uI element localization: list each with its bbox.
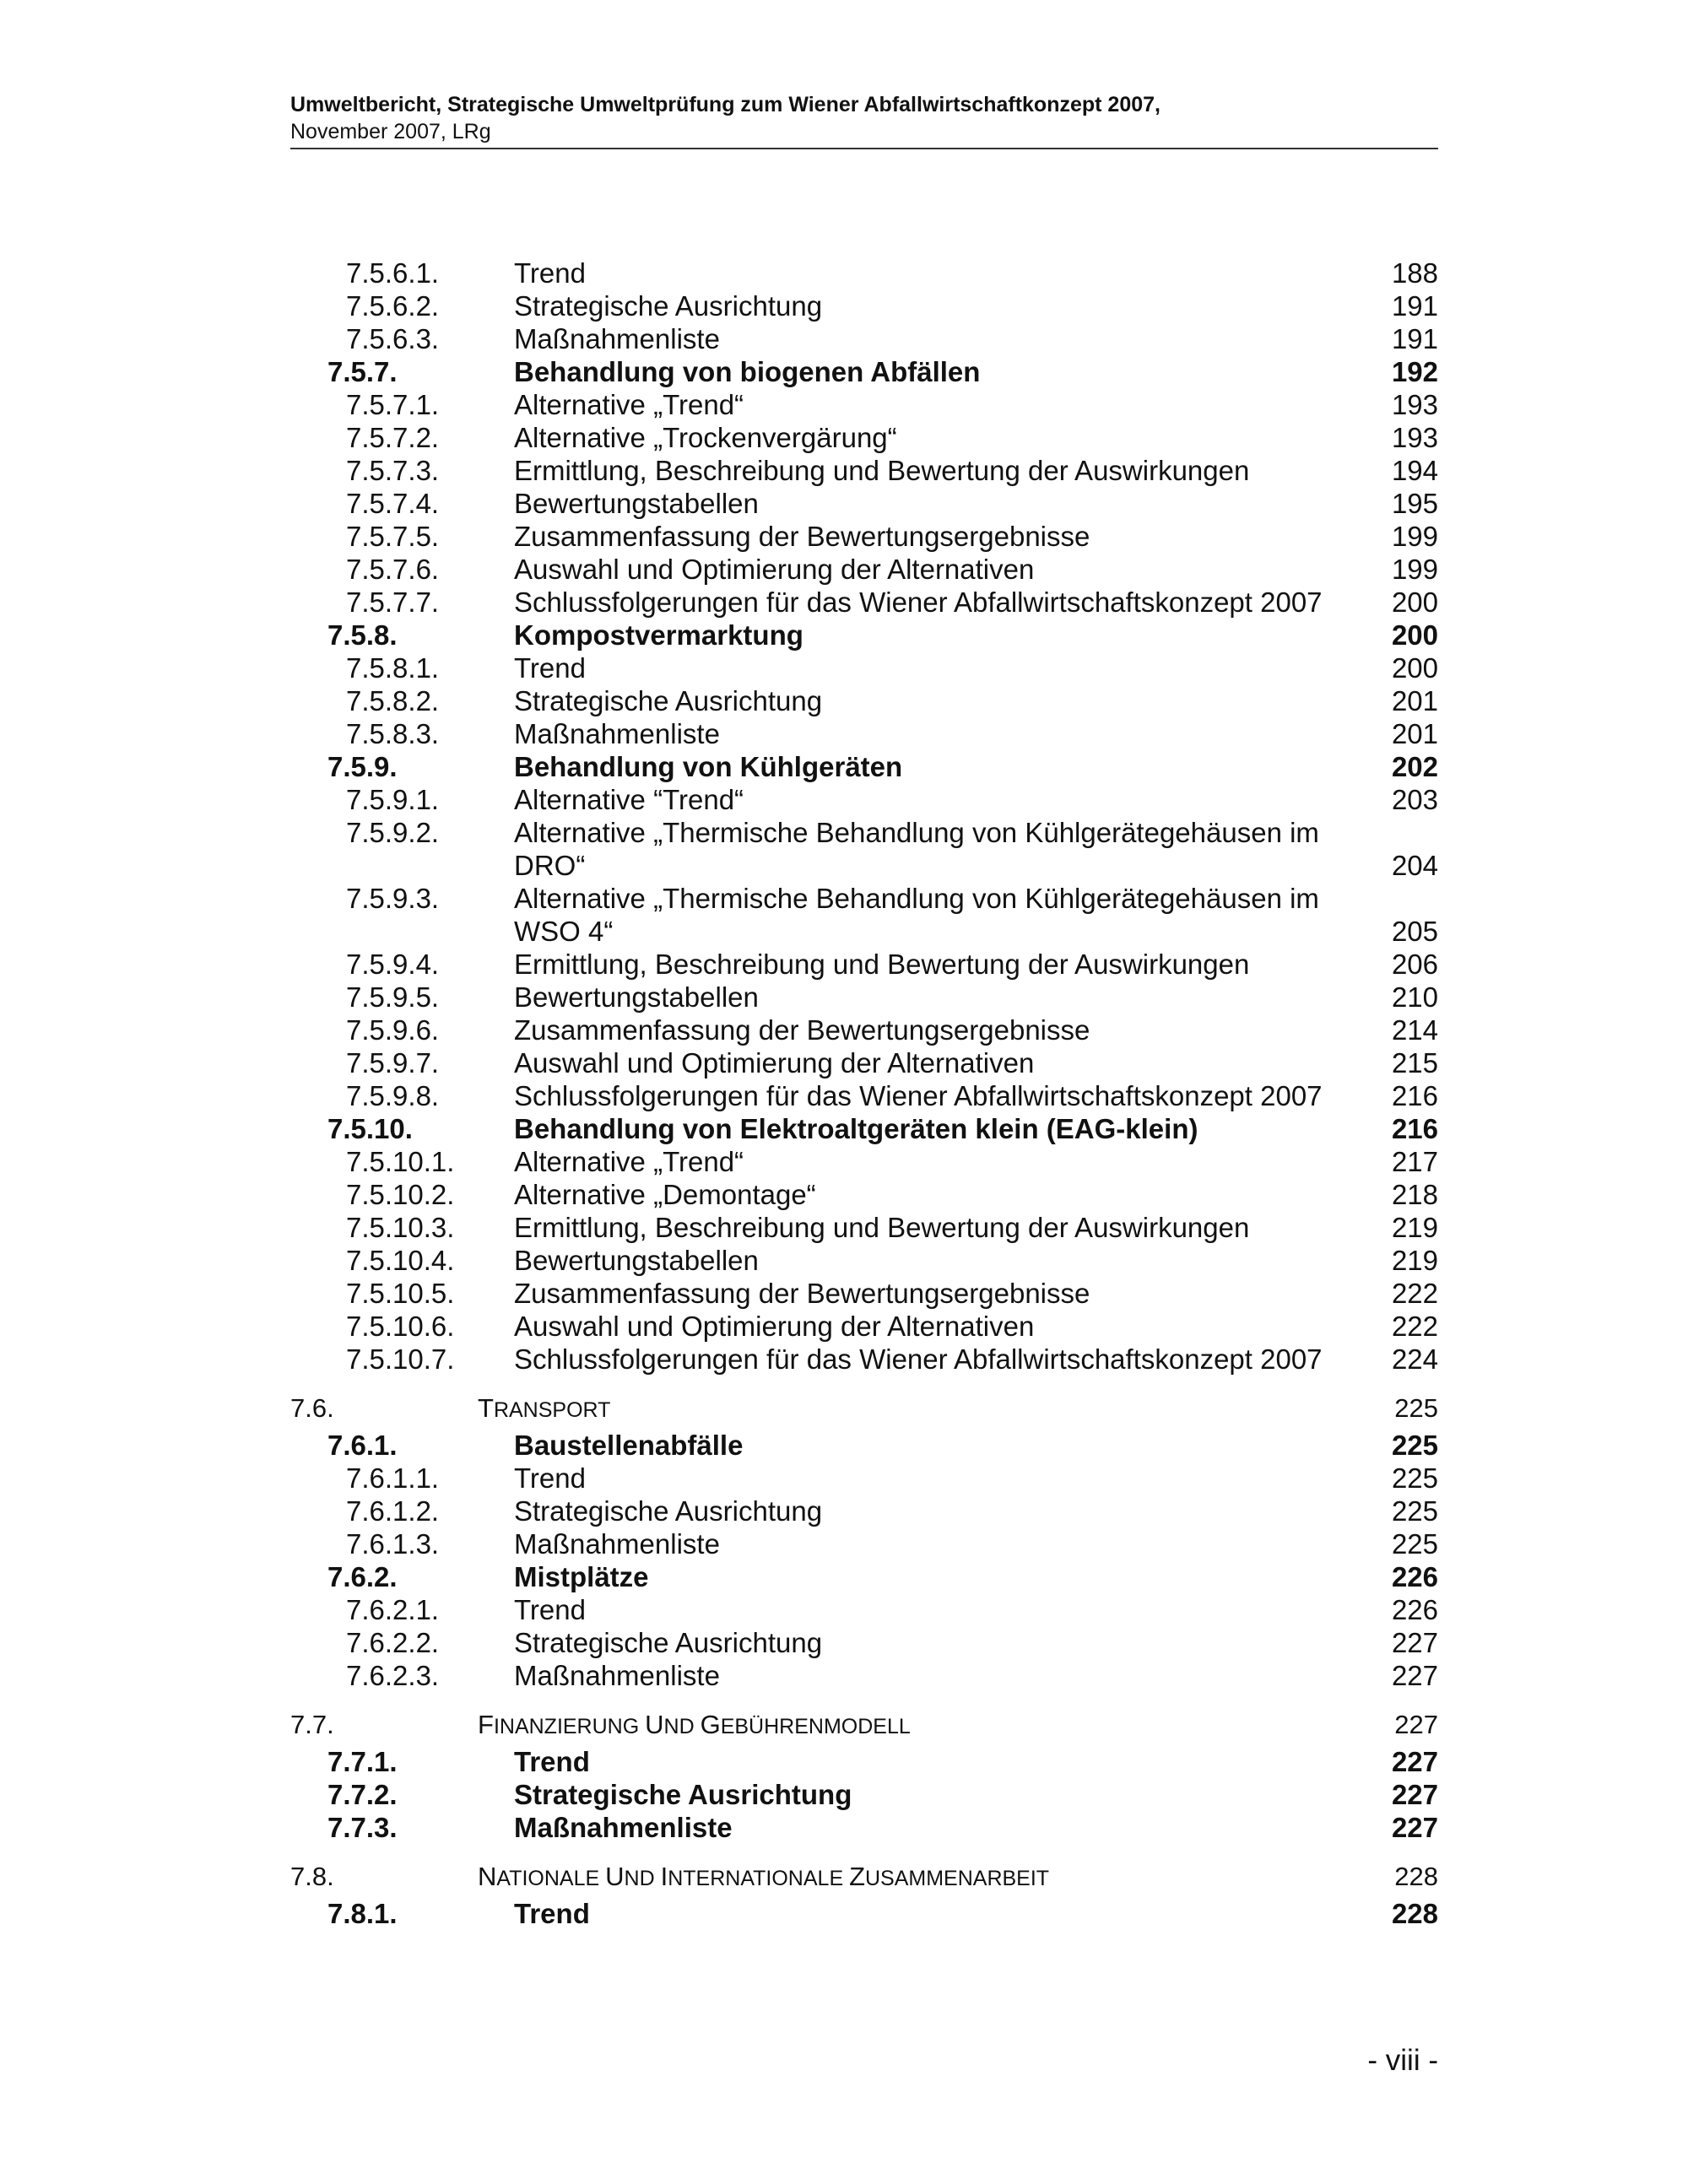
toc-subsection-entry[interactable] bbox=[290, 948, 1438, 981]
toc-subsection-entry[interactable] bbox=[290, 1659, 1438, 1692]
toc-subsection-entry[interactable] bbox=[290, 783, 1438, 816]
toc-subsection-entry[interactable] bbox=[290, 1145, 1438, 1178]
toc-entry-number: 7.7.2. bbox=[327, 1779, 398, 1810]
toc-entry-number: 7.6.1.3. bbox=[346, 1528, 440, 1560]
toc-entry-title: Kompostvermarktung bbox=[514, 619, 803, 651]
toc-entry-title: Trend bbox=[514, 1594, 586, 1625]
toc-entry-title: Behandlung von Elektroaltgeräten klein (EAG-klein) bbox=[514, 1113, 1198, 1144]
toc-entry-page: 201 bbox=[1391, 685, 1438, 716]
toc-entry-page: 200 bbox=[1391, 587, 1438, 618]
toc-entry-page: 194 bbox=[1391, 455, 1438, 486]
toc-entry-title: Auswahl und Optimierung der Alternativen bbox=[514, 1047, 1035, 1078]
toc-entry-number: 7.7. bbox=[290, 1710, 334, 1739]
toc-entry-title: Bewertungstabellen bbox=[514, 1245, 759, 1276]
toc-entry-page: 219 bbox=[1391, 1245, 1438, 1276]
toc-entry-title: Alternative „Thermische Behandlung von Kühlgerätegehäusen im WSO 4“ bbox=[514, 883, 1319, 947]
toc-entry-page: 193 bbox=[1391, 389, 1438, 420]
toc-entry-page: 188 bbox=[1391, 257, 1438, 289]
toc-entry-page: 227 bbox=[1391, 1660, 1438, 1691]
toc-entry-title: Ermittlung, Beschreibung und Bewertung der Auswirkungen bbox=[514, 949, 1250, 980]
toc-chapter-entry[interactable] bbox=[290, 1860, 1438, 1893]
toc-entry-title: Schlussfolgerungen für das Wiener Abfallwirtschaftskonzept 2007 bbox=[514, 1343, 1323, 1375]
toc-entry-title: Strategische Ausrichtung bbox=[514, 685, 823, 716]
toc-entry-title: Strategische Ausrichtung bbox=[514, 1779, 852, 1810]
toc-entry-title: Alternative „Trend“ bbox=[514, 1146, 744, 1177]
toc-section-entry[interactable] bbox=[290, 1429, 1438, 1462]
toc-entry-page: 200 bbox=[1391, 652, 1438, 684]
toc-entry-title: Trend bbox=[514, 257, 586, 289]
toc-entry-title: Zusammenfassung der Bewertungsergebnisse bbox=[514, 1014, 1090, 1046]
toc-entry-title: Alternative „Thermische Behandlung von Kühlgerätegehäusen im DRO“ bbox=[514, 817, 1319, 881]
toc-entry-number: 7.6.1.1. bbox=[346, 1462, 440, 1494]
toc-entry-title: Zusammenfassung der Bewertungsergebnisse bbox=[514, 1278, 1090, 1309]
toc-entry-number: 7.5.7.4. bbox=[346, 488, 440, 519]
toc-entry-page: 195 bbox=[1391, 488, 1438, 519]
toc-entry-number: 7.8. bbox=[290, 1862, 334, 1891]
toc-entry-number: 7.5.10.1. bbox=[346, 1146, 455, 1177]
toc-entry-number: 7.6.2.2. bbox=[346, 1627, 440, 1658]
toc-entry-title: Ermittlung, Beschreibung und Bewertung der Auswirkungen bbox=[514, 455, 1250, 486]
toc-entry-number: 7.5.6.1. bbox=[346, 257, 440, 289]
toc-chapter-entry[interactable] bbox=[290, 1392, 1438, 1424]
toc-entry-page: 224 bbox=[1391, 1343, 1438, 1375]
toc-entry-title: Trend bbox=[514, 652, 586, 684]
toc-section-entry[interactable] bbox=[290, 1811, 1438, 1844]
toc-entry-title: Trend bbox=[514, 1898, 590, 1929]
toc-subsection-entry[interactable] bbox=[290, 257, 1438, 289]
toc-entry-title: Strategische Ausrichtung bbox=[514, 1627, 823, 1658]
toc-entry-number: 7.5.7.5. bbox=[346, 521, 440, 552]
toc-entry-number: 7.5.8. bbox=[327, 619, 398, 651]
toc-subsection-entry[interactable] bbox=[290, 1079, 1438, 1112]
toc-subsection-entry[interactable] bbox=[290, 882, 1438, 948]
toc-entry-number: 7.6.1.2. bbox=[346, 1495, 440, 1527]
toc-entry-number: 7.5.9.2. bbox=[346, 817, 440, 848]
toc-entry-number: 7.5.10.6. bbox=[346, 1311, 455, 1342]
toc-entry-page: 199 bbox=[1391, 554, 1438, 585]
toc-entry-page: 214 bbox=[1391, 1014, 1438, 1046]
header-title: Umweltbericht, Strategische Umweltprüfung zum Wiener Abfallwirtschaftkonzept 2007, bbox=[290, 93, 1160, 116]
toc-entry-number: 7.5.10.5. bbox=[346, 1278, 455, 1309]
toc-subsection-entry[interactable] bbox=[290, 1343, 1438, 1376]
toc-entry-page: 225 bbox=[1391, 1462, 1438, 1494]
toc-subsection-entry[interactable] bbox=[290, 586, 1438, 619]
toc-section-entry[interactable] bbox=[290, 1897, 1438, 1930]
toc-entry-number: 7.5.7.2. bbox=[346, 422, 440, 453]
toc-entry-number: 7.5.7. bbox=[327, 356, 398, 387]
toc-entry-title: Maßnahmenliste bbox=[514, 1528, 720, 1560]
toc-entry-page: 227 bbox=[1391, 1779, 1438, 1810]
toc-entry-number: 7.5.10.4. bbox=[346, 1245, 455, 1276]
toc-entry-number: 7.6.2.3. bbox=[346, 1660, 440, 1691]
toc-entry-number: 7.6.2.1. bbox=[346, 1594, 440, 1625]
toc-subsection-entry[interactable] bbox=[290, 1277, 1438, 1310]
toc-entry-page: 226 bbox=[1391, 1561, 1438, 1592]
toc-entry-page: 222 bbox=[1391, 1311, 1438, 1342]
toc-entry-page: 227 bbox=[1394, 1710, 1438, 1739]
toc-entry-number: 7.5.9.6. bbox=[346, 1014, 440, 1046]
toc-entry-number: 7.5.8.1. bbox=[346, 652, 440, 684]
toc-entry-title: Baustellenabfälle bbox=[514, 1430, 744, 1461]
toc-subsection-entry[interactable] bbox=[290, 1244, 1438, 1277]
toc-subsection-entry[interactable] bbox=[290, 388, 1438, 421]
toc-entry-title: Maßnahmenliste bbox=[514, 718, 720, 749]
toc-subsection-entry[interactable] bbox=[290, 322, 1438, 355]
toc-subsection-entry[interactable] bbox=[290, 1495, 1438, 1527]
toc-entry-page: 206 bbox=[1391, 949, 1438, 980]
toc-entry-page: 228 bbox=[1394, 1862, 1438, 1891]
toc-subsection-entry[interactable] bbox=[290, 1626, 1438, 1659]
toc-entry-page: 219 bbox=[1391, 1212, 1438, 1243]
toc-entry-page: 192 bbox=[1391, 356, 1438, 387]
toc-entry-page: 222 bbox=[1391, 1278, 1438, 1309]
toc-section-entry[interactable] bbox=[290, 1745, 1438, 1778]
toc-entry-number: 7.5.10. bbox=[327, 1113, 413, 1144]
toc-entry-page: 227 bbox=[1391, 1812, 1438, 1843]
toc-section-entry[interactable] bbox=[290, 1778, 1438, 1811]
toc-entry-number: 7.6.2. bbox=[327, 1561, 398, 1592]
toc-subsection-entry[interactable] bbox=[290, 1593, 1438, 1626]
toc-entry-page: 225 bbox=[1391, 1495, 1438, 1527]
toc-chapter-entry[interactable] bbox=[290, 1708, 1438, 1741]
toc-entry-number: 7.5.7.6. bbox=[346, 554, 440, 585]
toc-entry-title: Trend bbox=[514, 1462, 586, 1494]
toc-entry-number: 7.8.1. bbox=[327, 1898, 398, 1929]
toc-entry-title: TRANSPORT bbox=[478, 1393, 611, 1423]
toc-section-entry[interactable] bbox=[290, 1560, 1438, 1593]
toc-entry-page: 200 bbox=[1391, 619, 1438, 651]
toc-entry-page: 201 bbox=[1391, 718, 1438, 749]
toc-entry-number: 7.5.6.2. bbox=[346, 290, 440, 322]
toc-entry-number: 7.5.9.8. bbox=[346, 1080, 440, 1111]
toc-subsection-entry[interactable] bbox=[290, 981, 1438, 1014]
toc-entry-number: 7.5.9.5. bbox=[346, 981, 440, 1013]
toc-subsection-entry[interactable] bbox=[290, 553, 1438, 586]
toc-entry-page: 225 bbox=[1391, 1528, 1438, 1560]
toc-entry-title: NATIONALE UND INTERNATIONALE ZUSAMMENARBEIT bbox=[478, 1862, 1050, 1891]
toc-entry-title: Behandlung von biogenen Abfällen bbox=[514, 356, 981, 387]
toc-subsection-entry[interactable] bbox=[290, 487, 1438, 520]
toc-subsection-entry[interactable] bbox=[290, 651, 1438, 684]
toc-entry-number: 7.5.10.2. bbox=[346, 1179, 455, 1210]
toc-entry-title: Alternative „Demontage“ bbox=[514, 1179, 816, 1210]
toc-subsection-entry[interactable] bbox=[290, 1178, 1438, 1211]
page-header bbox=[290, 91, 1438, 149]
toc-entry-page: 191 bbox=[1391, 323, 1438, 354]
toc-subsection-entry[interactable] bbox=[290, 1527, 1438, 1560]
toc-subsection-entry[interactable] bbox=[290, 289, 1438, 322]
toc-section-entry[interactable] bbox=[290, 750, 1438, 783]
toc-entry-number: 7.5.9. bbox=[327, 751, 398, 782]
toc-subsection-entry[interactable] bbox=[290, 1046, 1438, 1079]
toc-entry-number: 7.5.9.3. bbox=[346, 883, 440, 914]
toc-entry-title: Bewertungstabellen bbox=[514, 488, 759, 519]
toc-subsection-entry[interactable] bbox=[290, 1014, 1438, 1046]
toc-entry-title: Maßnahmenliste bbox=[514, 1660, 720, 1691]
toc-entry-title: Ermittlung, Beschreibung und Bewertung der Auswirkungen bbox=[514, 1212, 1250, 1243]
toc-entry-number: 7.7.1. bbox=[327, 1746, 398, 1777]
toc-entry-page: 204 bbox=[1391, 850, 1438, 881]
toc-section-entry[interactable] bbox=[290, 1112, 1438, 1145]
toc-entry-page: 218 bbox=[1391, 1179, 1438, 1210]
toc-entry-title: Zusammenfassung der Bewertungsergebnisse bbox=[514, 521, 1090, 552]
toc-entry-title: Maßnahmenliste bbox=[514, 323, 720, 354]
toc-entry-page: 205 bbox=[1391, 916, 1438, 947]
toc-entry-page: 191 bbox=[1391, 290, 1438, 322]
toc-entry-number: 7.5.8.2. bbox=[346, 685, 440, 716]
toc-entry-title: Schlussfolgerungen für das Wiener Abfallwirtschaftskonzept 2007 bbox=[514, 1080, 1323, 1111]
toc-entry-title: Schlussfolgerungen für das Wiener Abfallwirtschaftskonzept 2007 bbox=[514, 587, 1323, 618]
toc-entry-number: 7.5.7.7. bbox=[346, 587, 440, 618]
toc-entry-number: 7.5.8.3. bbox=[346, 718, 440, 749]
toc-entry-number: 7.5.9.7. bbox=[346, 1047, 440, 1078]
table-of-contents bbox=[290, 257, 1438, 1930]
toc-entry-page: 203 bbox=[1391, 784, 1438, 815]
toc-entry-page: 202 bbox=[1391, 751, 1438, 782]
toc-entry-page: 225 bbox=[1394, 1393, 1438, 1423]
toc-entry-page: 215 bbox=[1391, 1047, 1438, 1078]
toc-entry-title: Trend bbox=[514, 1746, 590, 1777]
toc-entry-title: Auswahl und Optimierung der Alternativen bbox=[514, 554, 1035, 585]
toc-subsection-entry[interactable] bbox=[290, 1211, 1438, 1244]
page-number: - viii - bbox=[1367, 2044, 1438, 2077]
toc-entry-number: 7.5.7.1. bbox=[346, 389, 440, 420]
toc-entry-title: Behandlung von Kühlgeräten bbox=[514, 751, 903, 782]
toc-entry-page: 217 bbox=[1391, 1146, 1438, 1177]
toc-entry-number: 7.6.1. bbox=[327, 1430, 398, 1461]
toc-entry-page: 228 bbox=[1391, 1898, 1438, 1929]
toc-entry-page: 216 bbox=[1391, 1080, 1438, 1111]
toc-entry-title: Alternative „Trend“ bbox=[514, 389, 744, 420]
toc-entry-number: 7.5.9.1. bbox=[346, 784, 440, 815]
toc-entry-title: Maßnahmenliste bbox=[514, 1812, 733, 1843]
toc-entry-page: 210 bbox=[1391, 981, 1438, 1013]
toc-entry-number: 7.6. bbox=[290, 1393, 334, 1423]
toc-subsection-entry[interactable] bbox=[290, 684, 1438, 717]
toc-subsection-entry[interactable] bbox=[290, 1310, 1438, 1343]
toc-subsection-entry[interactable] bbox=[290, 454, 1438, 487]
toc-entry-page: 193 bbox=[1391, 422, 1438, 453]
toc-entry-title: Strategische Ausrichtung bbox=[514, 290, 823, 322]
toc-entry-number: 7.5.9.4. bbox=[346, 949, 440, 980]
toc-entry-page: 227 bbox=[1391, 1627, 1438, 1658]
toc-section-entry[interactable] bbox=[290, 619, 1438, 651]
toc-entry-title: Strategische Ausrichtung bbox=[514, 1495, 823, 1527]
toc-entry-page: 216 bbox=[1391, 1113, 1438, 1144]
toc-entry-title: Auswahl und Optimierung der Alternativen bbox=[514, 1311, 1035, 1342]
toc-entry-number: 7.7.3. bbox=[327, 1812, 398, 1843]
toc-entry-number: 7.5.10.3. bbox=[346, 1212, 455, 1243]
toc-entry-number: 7.5.10.7. bbox=[346, 1343, 455, 1375]
toc-subsection-entry[interactable] bbox=[290, 816, 1438, 882]
toc-entry-title: Bewertungstabellen bbox=[514, 981, 759, 1013]
toc-entry-page: 227 bbox=[1391, 1746, 1438, 1777]
header-subtitle: November 2007, LRg bbox=[290, 120, 491, 143]
toc-entry-page: 226 bbox=[1391, 1594, 1438, 1625]
toc-entry-number: 7.5.7.3. bbox=[346, 455, 440, 486]
toc-entry-title: Alternative „Trockenvergärung“ bbox=[514, 422, 897, 453]
toc-entry-title: FINANZIERUNG UND GEBÜHRENMODELL bbox=[478, 1710, 911, 1739]
toc-subsection-entry[interactable] bbox=[290, 717, 1438, 750]
toc-subsection-entry[interactable] bbox=[290, 520, 1438, 553]
toc-entry-title: Alternative “Trend“ bbox=[514, 784, 744, 815]
toc-section-entry[interactable] bbox=[290, 355, 1438, 388]
toc-entry-number: 7.5.6.3. bbox=[346, 323, 440, 354]
toc-entry-page: 225 bbox=[1391, 1430, 1438, 1461]
toc-subsection-entry[interactable] bbox=[290, 421, 1438, 454]
toc-entry-page: 199 bbox=[1391, 521, 1438, 552]
toc-entry-title: Mistplätze bbox=[514, 1561, 649, 1592]
toc-subsection-entry[interactable] bbox=[290, 1462, 1438, 1495]
